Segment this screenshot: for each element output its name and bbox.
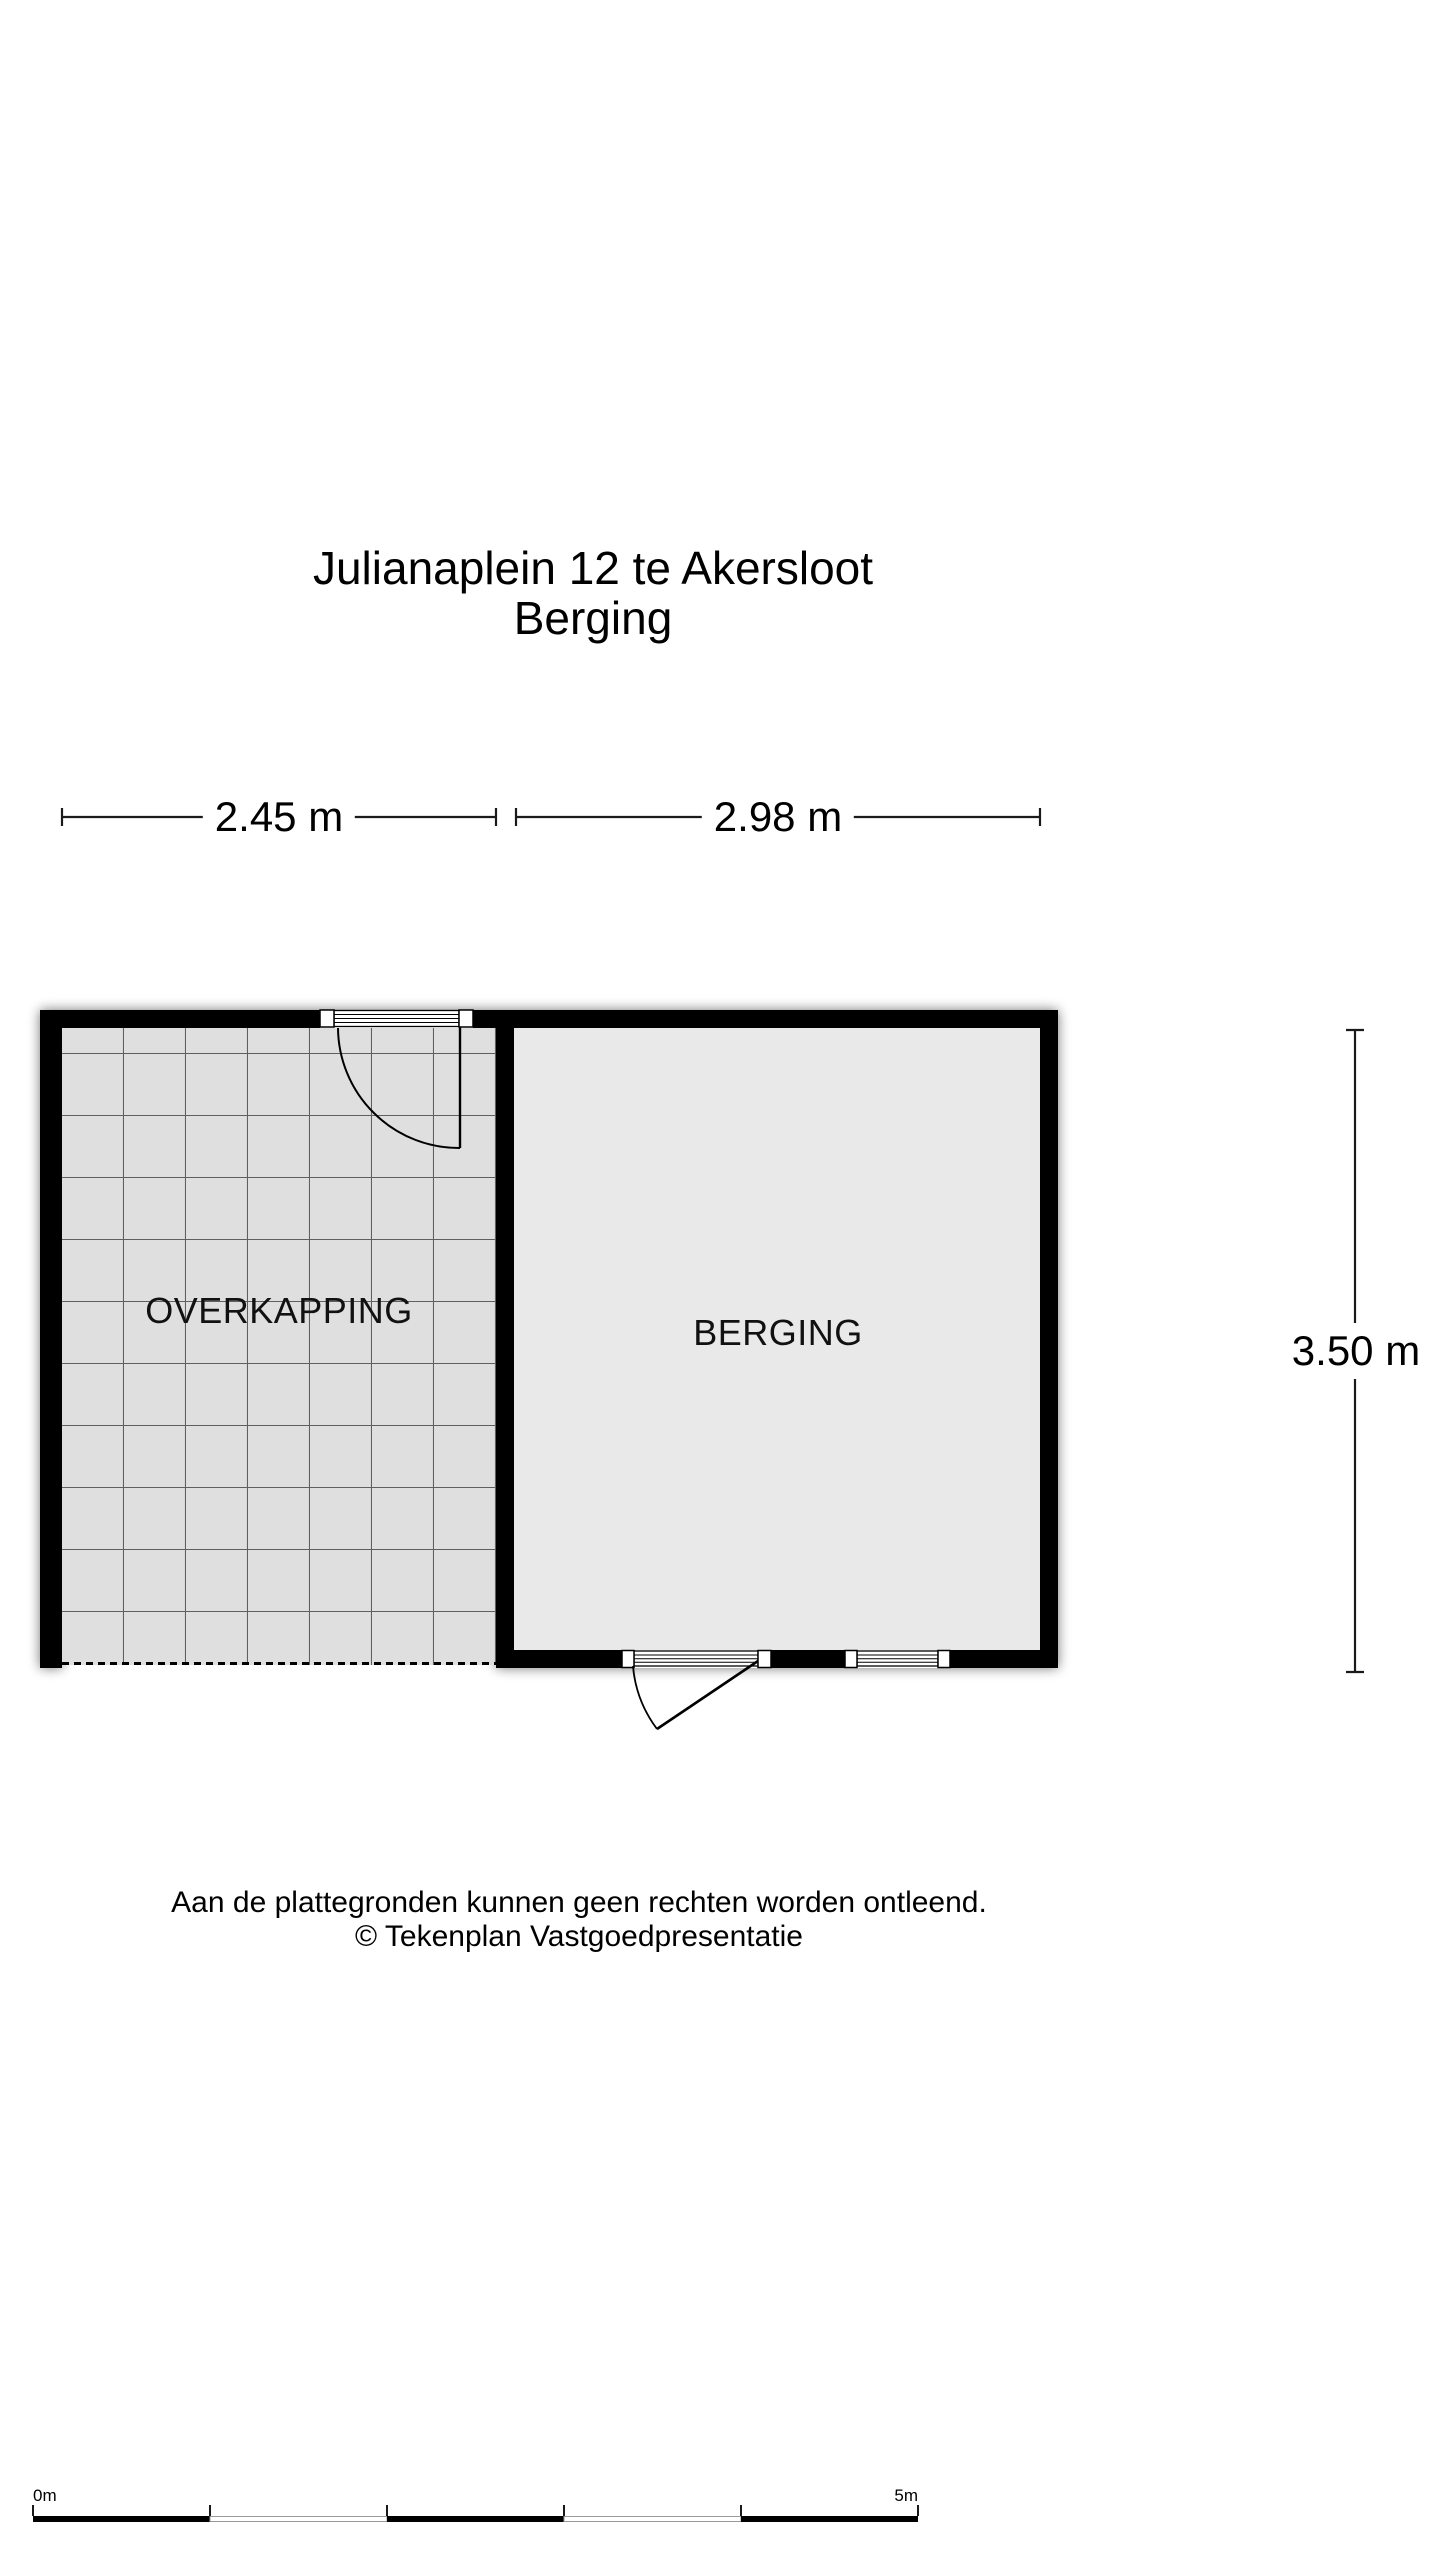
scale-start-label: 0m <box>33 2486 57 2505</box>
right-wall <box>1040 1010 1058 1668</box>
dimension-label-berging-width: 2.98 m <box>702 793 854 841</box>
scale-segment-black <box>387 2516 564 2522</box>
scale-segment-white <box>564 2517 741 2522</box>
room-label-overkapping: OVERKAPPING <box>145 1290 413 1331</box>
bottom-window-post-left <box>845 1651 857 1668</box>
scale-segment-black <box>33 2516 210 2522</box>
top-door-post-right <box>459 1010 473 1027</box>
room-floors <box>62 1028 1040 1665</box>
bottom-wall <box>496 1650 1058 1668</box>
dimension-label-overkapping-width: 2.45 m <box>203 793 355 841</box>
bottom-door-post-right <box>758 1651 771 1668</box>
copyright-text: © Tekenplan Vastgoedpresentatie <box>355 1920 803 1953</box>
left-wall <box>40 1010 62 1668</box>
overkapping-tile-grid <box>62 1028 496 1665</box>
scale-ticks <box>33 2505 918 2516</box>
bottom-door-leaf <box>657 1661 758 1729</box>
bottom-door-post-left <box>622 1651 634 1668</box>
disclaimer-text: Aan de plattegronden kunnen geen rechten worden ontleend. <box>171 1886 987 1919</box>
footer-block <box>0 1886 1158 1954</box>
property-title: Julianaplein 12 te Akersloot <box>312 542 874 594</box>
scale-segment-white <box>210 2517 387 2522</box>
scale-end-label: 5m <box>894 2486 918 2505</box>
top-wall <box>40 1010 1058 1028</box>
top-door-post-left <box>320 1010 334 1027</box>
room-label-berging: BERGING <box>693 1312 863 1353</box>
bottom-door <box>622 1650 771 1729</box>
title-block <box>0 543 1186 643</box>
dimension-label-berging-height: 3.50 m <box>1284 1323 1428 1379</box>
bottom-door-swing-arc <box>633 1666 657 1729</box>
scale-bar <box>33 2505 918 2522</box>
bottom-window <box>845 1650 950 1668</box>
property-subtitle: Berging <box>513 592 673 644</box>
bottom-window-post-right <box>938 1651 950 1668</box>
divider-wall <box>496 1010 514 1668</box>
scale-segment-black <box>741 2516 918 2522</box>
